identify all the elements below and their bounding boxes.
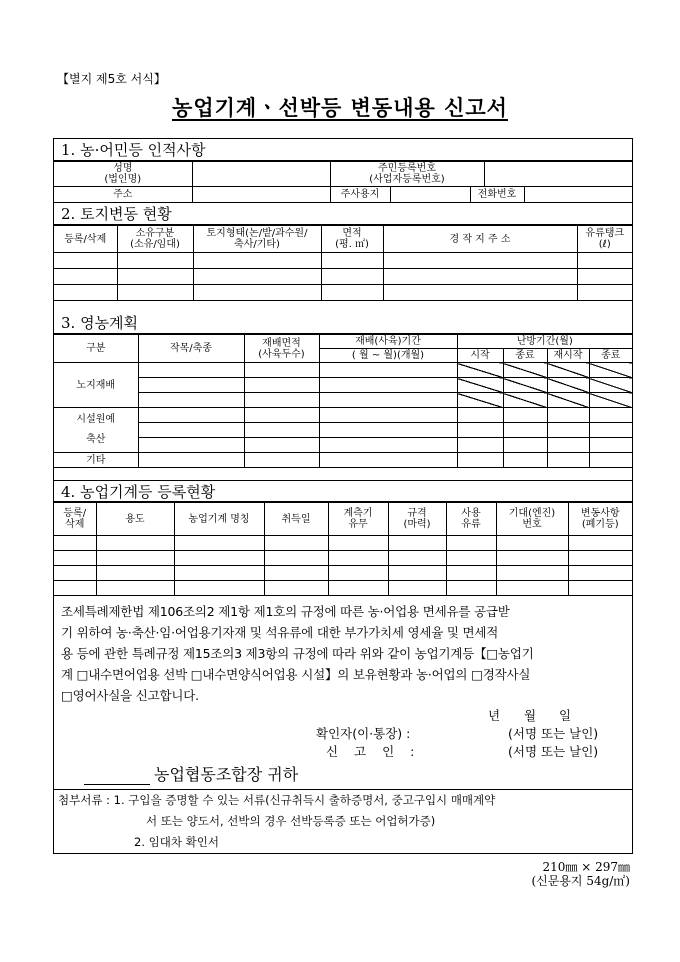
section2-table: [54, 225, 632, 301]
s3-col-period: 재배(사육)기간: [319, 335, 457, 349]
table-row: [54, 551, 632, 566]
s3-col-crop: 작목/축종: [138, 335, 244, 363]
name-label: 성명 (법인명): [54, 162, 192, 187]
phone-field[interactable]: [524, 187, 632, 203]
diagonal-cell: [457, 363, 503, 378]
s4-col-fuel: 사용 유류: [446, 503, 496, 536]
section3-table: [54, 334, 632, 468]
diagonal-cell: [547, 393, 589, 408]
date-day: 일: [559, 708, 572, 723]
diagonal-cell: [547, 378, 589, 393]
form-frame: [53, 138, 633, 854]
s2-col-tank: 유류탱크 (ℓ): [577, 226, 632, 253]
form-label: 【별지 제5호 서식】: [57, 72, 166, 86]
diagonal-cell: [503, 393, 547, 408]
section1-address-table: [54, 186, 632, 203]
section4-heading: 4. 농업기계등 등록현황: [54, 480, 632, 502]
table-row: [54, 285, 632, 301]
page-title: [0, 92, 680, 122]
diagonal-cell: [457, 378, 503, 393]
s3-col-restart: 재시작: [547, 349, 589, 363]
s3-col-category: 구분: [54, 335, 138, 363]
attachments-label: 첨부서류 :: [58, 793, 110, 807]
s2-col-register: 등록/삭제: [54, 226, 117, 253]
table-row: [54, 581, 632, 596]
address-field[interactable]: [192, 187, 330, 203]
s3-row-other: 기타: [54, 453, 138, 468]
section4-table: [54, 502, 632, 596]
s4-col-change: 변동사항 (폐기등): [568, 503, 632, 536]
s4-col-use: 용도: [96, 503, 174, 536]
section3-heading: 3. 영농계획: [54, 312, 632, 334]
name-field[interactable]: [192, 162, 330, 187]
diagonal-cell: [589, 378, 632, 393]
attachments: [54, 789, 632, 853]
phone-label: 전화번호: [470, 187, 524, 203]
diagonal-cell: [589, 393, 632, 408]
s4-col-acquired: 취득일: [264, 503, 328, 536]
s2-col-area: 면적 (평. ㎡): [321, 226, 383, 253]
s4-col-machine-name: 농업기계 명칭: [174, 503, 264, 536]
diagonal-cell: [547, 363, 589, 378]
paper-size: 210㎜ × 297㎜ (신문용지 54g/㎡): [531, 860, 630, 888]
table-row: [54, 253, 632, 269]
recipient: 농업협동조합장 귀하: [84, 762, 298, 785]
diagonal-cell: [589, 363, 632, 378]
s2-col-owner: 소유구분 (소유/임대): [117, 226, 193, 253]
table-row: [54, 536, 632, 551]
diagonal-cell: [457, 393, 503, 408]
s2-col-address: 경 작 지 주 소: [383, 226, 577, 253]
reporter-label: 신 고 인 :: [326, 744, 421, 759]
attachment-item-1: 1. 구입을 증명할 수 있는 서류(신규취득시 출하증명서, 중고구입시 매매계약: [113, 793, 496, 807]
s3-col-period-months: ( 월 ~ 월)(개월): [319, 349, 457, 363]
table-row: [54, 566, 632, 581]
date-month: 월: [524, 708, 537, 723]
attachment-item-2: 2. 임대차 확인서: [134, 835, 219, 849]
s4-col-engine: 기대(엔진) 번호: [496, 503, 568, 536]
date-year: 년: [488, 708, 501, 723]
section1-table: [54, 161, 632, 187]
section2-heading: 2. 토지변동 현황: [54, 203, 632, 225]
reporter-signature[interactable]: (서명 또는 날인): [508, 744, 599, 759]
address-label: 주소: [54, 187, 192, 203]
business-place-field[interactable]: [390, 187, 470, 203]
diagonal-cell: [503, 378, 547, 393]
s4-col-register: 등록/ 삭제: [54, 503, 96, 536]
s3-row-facility: 시설원예 축산: [54, 408, 138, 453]
business-place-label: 주사용지: [330, 187, 390, 203]
s3-col-area: 재배면적 (사육두수): [244, 335, 319, 363]
diagonal-cell: [503, 363, 547, 378]
s4-col-spec: 규격 (마력): [388, 503, 446, 536]
s2-col-land: 토지형태(논/밭/과수원/ 축사/기타): [193, 226, 321, 253]
confirmer-label: 확인자(이·통장) :: [316, 726, 411, 741]
attachment-item-1-cont: 서 또는 양도서, 선박의 경우 선박등록증 또는 어업허가증): [146, 814, 436, 828]
s3-col-end: 종료: [503, 349, 547, 363]
s3-col-start: 시작: [457, 349, 503, 363]
rrn-field[interactable]: [484, 162, 632, 187]
confirmer-signature[interactable]: (서명 또는 날인): [508, 726, 599, 741]
section1-heading: 1. 농·어민등 인적사항: [54, 139, 632, 161]
s3-col-end2: 종료: [589, 349, 632, 363]
recipient-blank[interactable]: [84, 770, 150, 785]
s3-row-open-field: 노지재배: [54, 363, 138, 408]
page-title-text: 농업기계ㆍ선박등 변동내용 신고서: [172, 96, 508, 120]
rrn-label: 주민등록번호 (사업자등록번호): [330, 162, 484, 187]
declaration-text: 조세특례제한법 제106조의2 제1항 제1호의 규정에 따른 농·어업용 면세유를 공급받 기 위하여 농·축산·임·어업용기자재 및 석유류에 대한 부가가치세 영세율 및 면세적 용 등에 관한 특례규정 제15조의3 제3항의 규정에 따라 위와 같이 농업기계등【□농업기 계 □내수면어업용 선박 □내수면양식어업용 시설】의 보유현황과 농·어업의 □경작사실 □영어사실을 신고합니다.: [61, 604, 534, 703]
table-row: [54, 269, 632, 285]
s3-col-heating: 난방기간(월): [457, 335, 632, 349]
s4-col-meter: 계측기 유무: [328, 503, 388, 536]
